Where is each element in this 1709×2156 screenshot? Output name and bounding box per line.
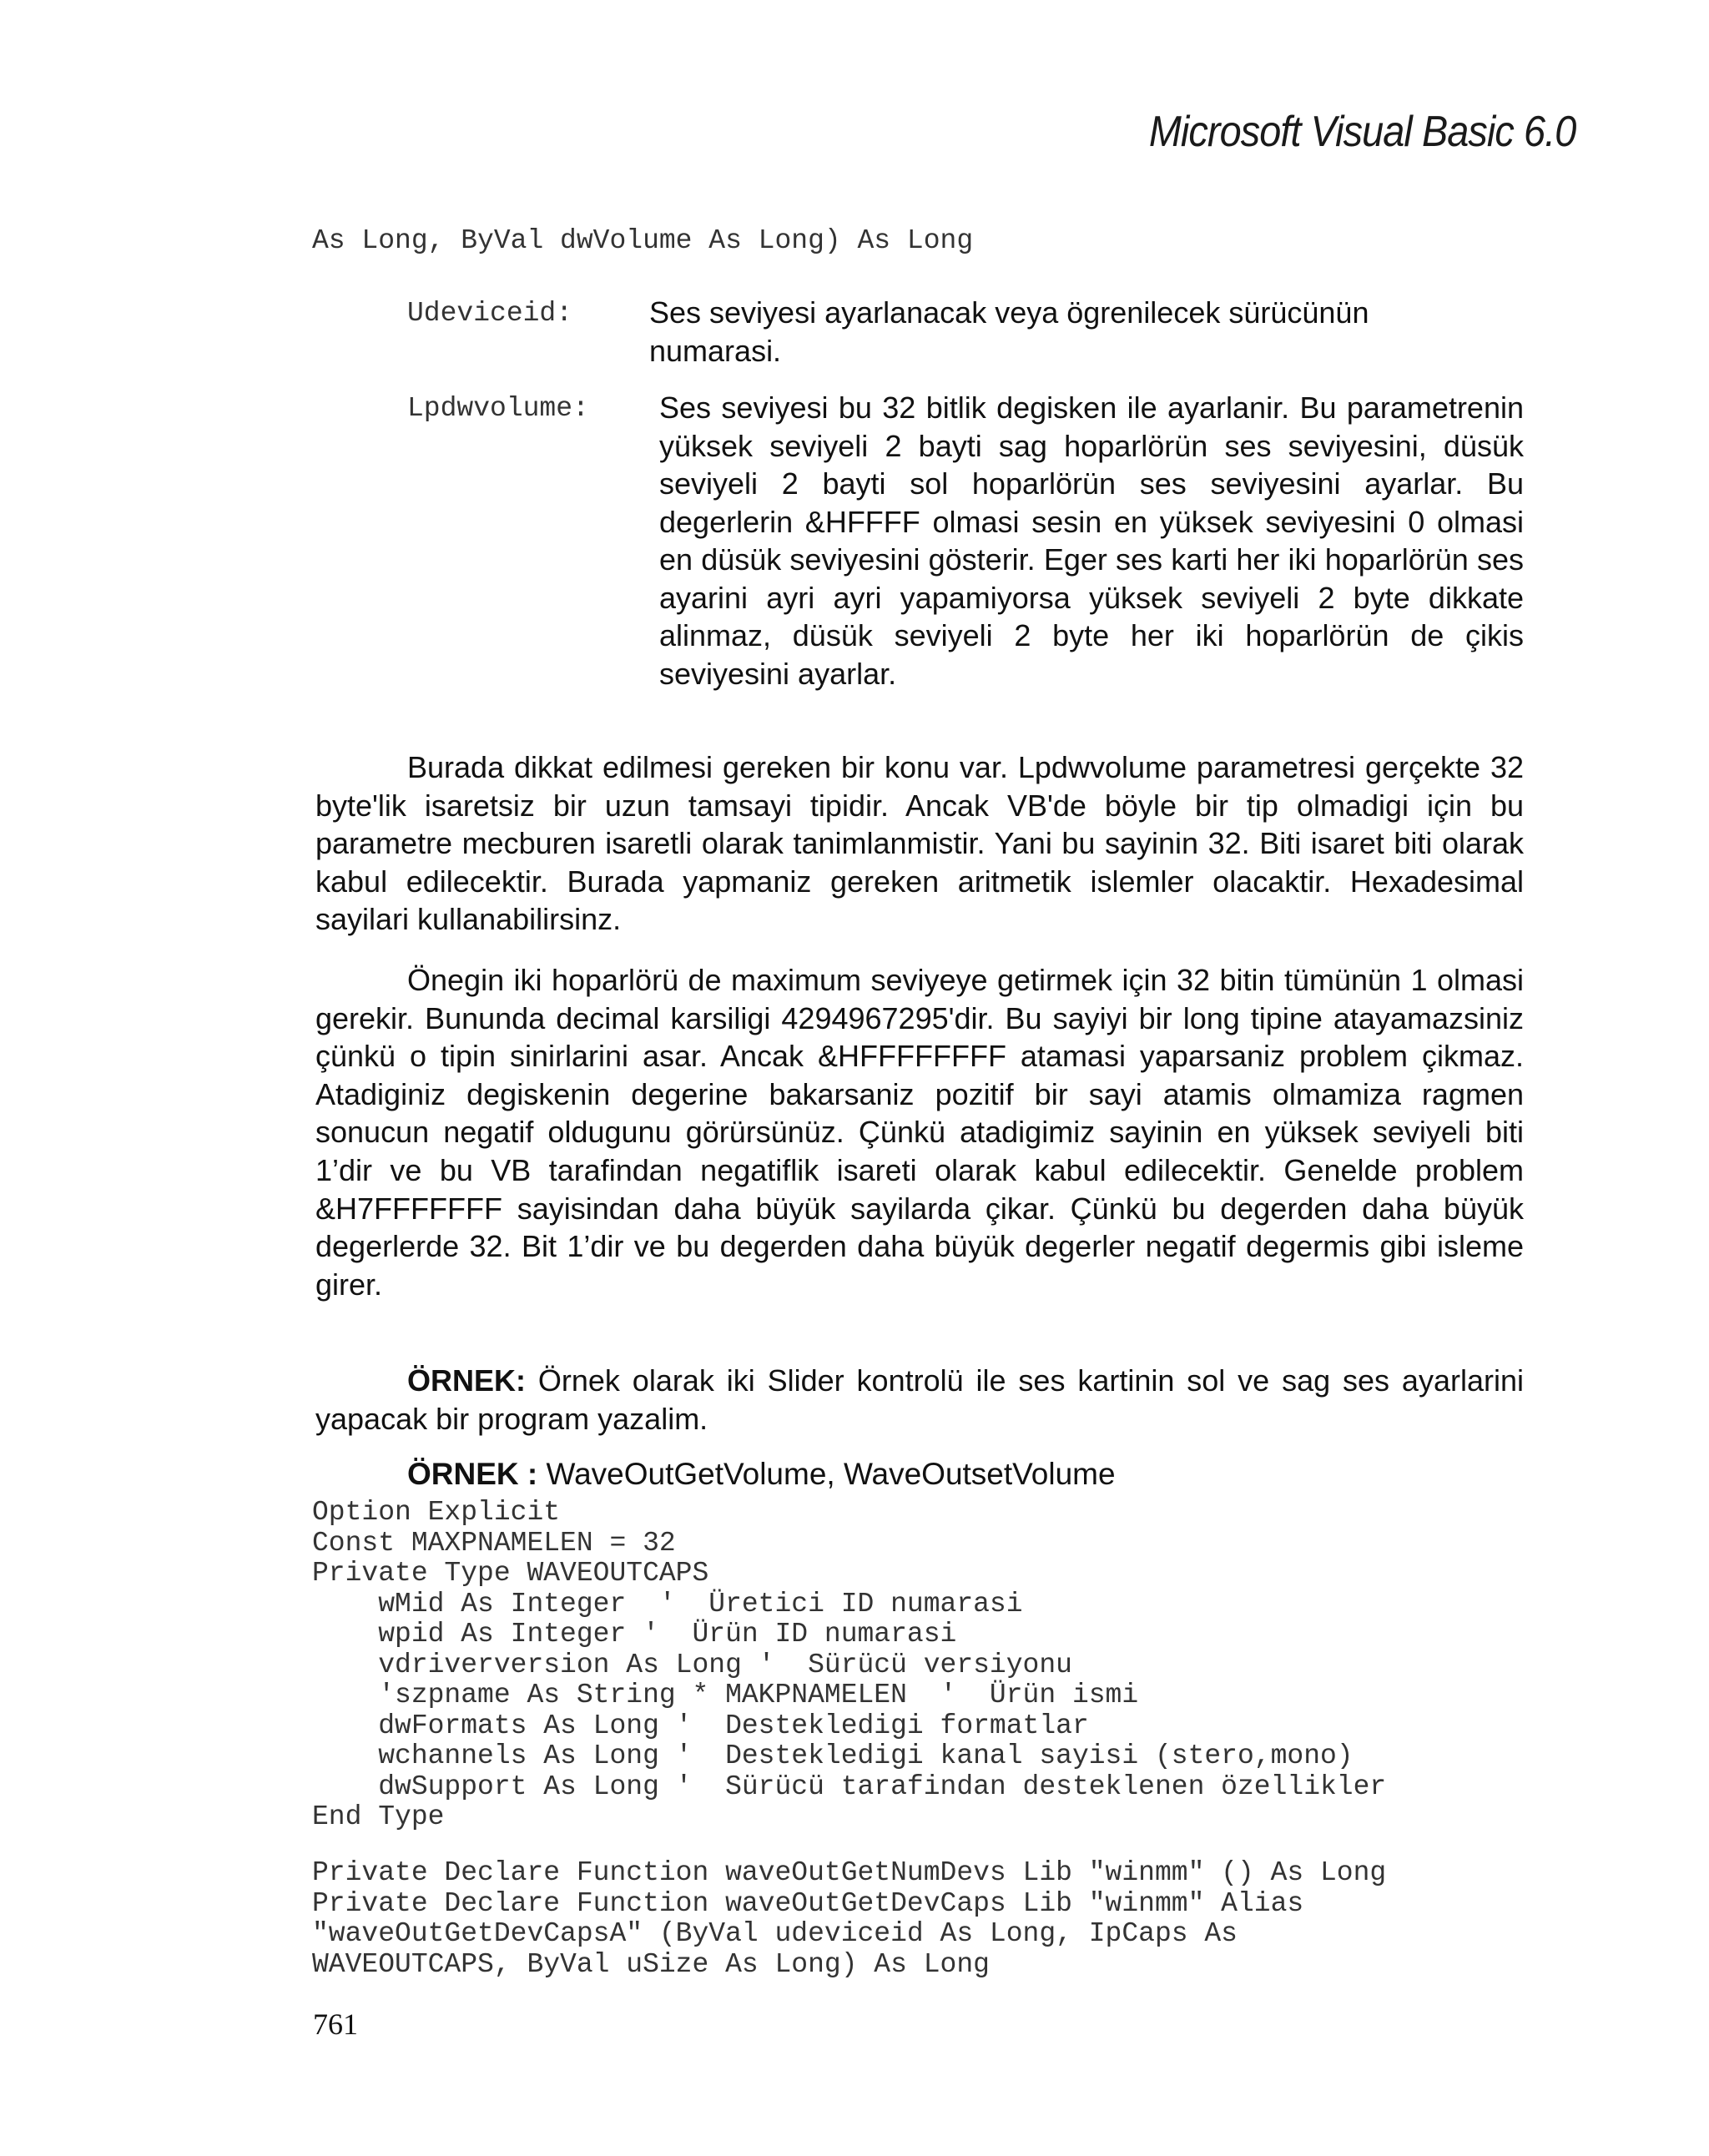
code-block-function-declarations: Private Declare Function waveOutGetNumDevs Lib "winmm" () As Long Private Declare Function waveOutGetDevCaps Lib "winmm" Alias "waveOutGetDevCapsA" (ByVal udeviceid As Long, IpCaps As WAVEOUTCAPS, ByVal uSize As Long) As Long (312, 1857, 1387, 1980)
example-intro-label: ÖRNEK: (407, 1363, 526, 1398)
code-block-type-declaration: Option Explicit Const MAXPNAMELEN = 32 Private Type WAVEOUTCAPS wMid As Integer ' Üretici ID numarasi wpid As Integer ' Ürün ID numarasi vdriverversion As Long ' Sürücü versiyonu 'szpname As String * MAKPNAMELEN ' Ürün ismi dwFormats As Long ' Destekledigi formatlar wchannels As Long ' Destekledigi kanal sayisi (stero,mono) dwSupport As Long ' Sürücü tarafindan desteklenen özellikler End Type (312, 1497, 1387, 1832)
example-heading (407, 1457, 1116, 1492)
page-number: 761 (313, 2007, 358, 2041)
param-name-udeviceid: Udeviceid: (407, 298, 573, 329)
paragraph-example-explanation: Önegin iki hoparlörü de maximum seviyeye getirmek için 32 bitin tümünün 1 olmasi gerekir. Bununda decimal karsiligi 4294967295'dir. Bu sayiyi bir long tipine atayamazsiniz çünkü o tipin sinirlarini asar. Ancak &HFFFFFFFF atamasi yaparsaniz problem çikmaz. Atadiginiz degiskenin degerine bakarsaniz pozitif bir sayi atamis olmamiza ragmen sonucun negatif oldugunu görürsünüz. Çünkü atadigimiz sayinin en yüksek seviyeli biti 1’dir ve bu VB tarafindan negatiflik isareti olarak kabul edilecektir. Genelde problem &H7FFFFFFF sayisindan daha büyük sayilarda çikar. Çünkü bu degerden daha büyük degerlerde 32. Bit 1’dir ve bu degerden daha büyük degerler negatif degermis gibi isleme girer. (315, 963, 1524, 1302)
running-header-title: Microsoft Visual Basic 6.0 (1148, 108, 1575, 156)
example-heading-label: ÖRNEK : (407, 1457, 538, 1491)
param-desc-lpdwvolume: Ses seviyesi bu 32 bitlik degisken ile ayarlanir. Bu parametrenin yüksek seviyeli 2 bayti sag hoparlörün ses seviyesini, düsük seviyeli 2 bayti sol hoparlörün ses seviyesini ayarlar. Bu degerlerin &HFFFF olmasi sesin en yüksek seviyesini 0 olmasi en düsük seviyesini gösterir. Eger ses karti her iki hoparlörün ses ayarini ayri ayri yapamiyorsa yüksek seviyeli 2 byte dikkate alinmaz, düsük seviyeli 2 byte her iki hoparlörün de çikis seviyesini ayarlar. (659, 390, 1524, 691)
example-intro-text: Örnek olarak iki Slider kontrolü ile ses kartinin sol ve sag ses ayarlarini yapacak bir program yazalim. (315, 1363, 1524, 1436)
param-desc-udeviceid: Ses seviyesi ayarlanacak veya ögrenilecek sürücünün numarasi. (649, 295, 1369, 368)
example-heading-title: WaveOutGetVolume, WaveOutsetVolume (537, 1457, 1116, 1491)
paragraph-example-intro (315, 1362, 1524, 1438)
code-continuation-line: As Long, ByVal dwVolume As Long) As Long (312, 225, 974, 256)
param-name-lpdwvolume: Lpdwvolume: (407, 393, 589, 424)
paragraph-unsigned-note: Burada dikkat edilmesi gereken bir konu var. Lpdwvolume parametresi gerçekte 32 byte'lik isaretsiz bir uzun tamsayi tipidir. Ancak VB'de böyle bir tip olmadigi için bu parametre mecburen isaretli olarak tanimlanmistir. Yani bu sayinin 32. Biti isaret biti olarak kabul edilecektir. Burada yapmaniz gereken aritmetik islemler olacaktir. Hexadesimal sayilari kullanabilirsinz. (315, 750, 1524, 937)
